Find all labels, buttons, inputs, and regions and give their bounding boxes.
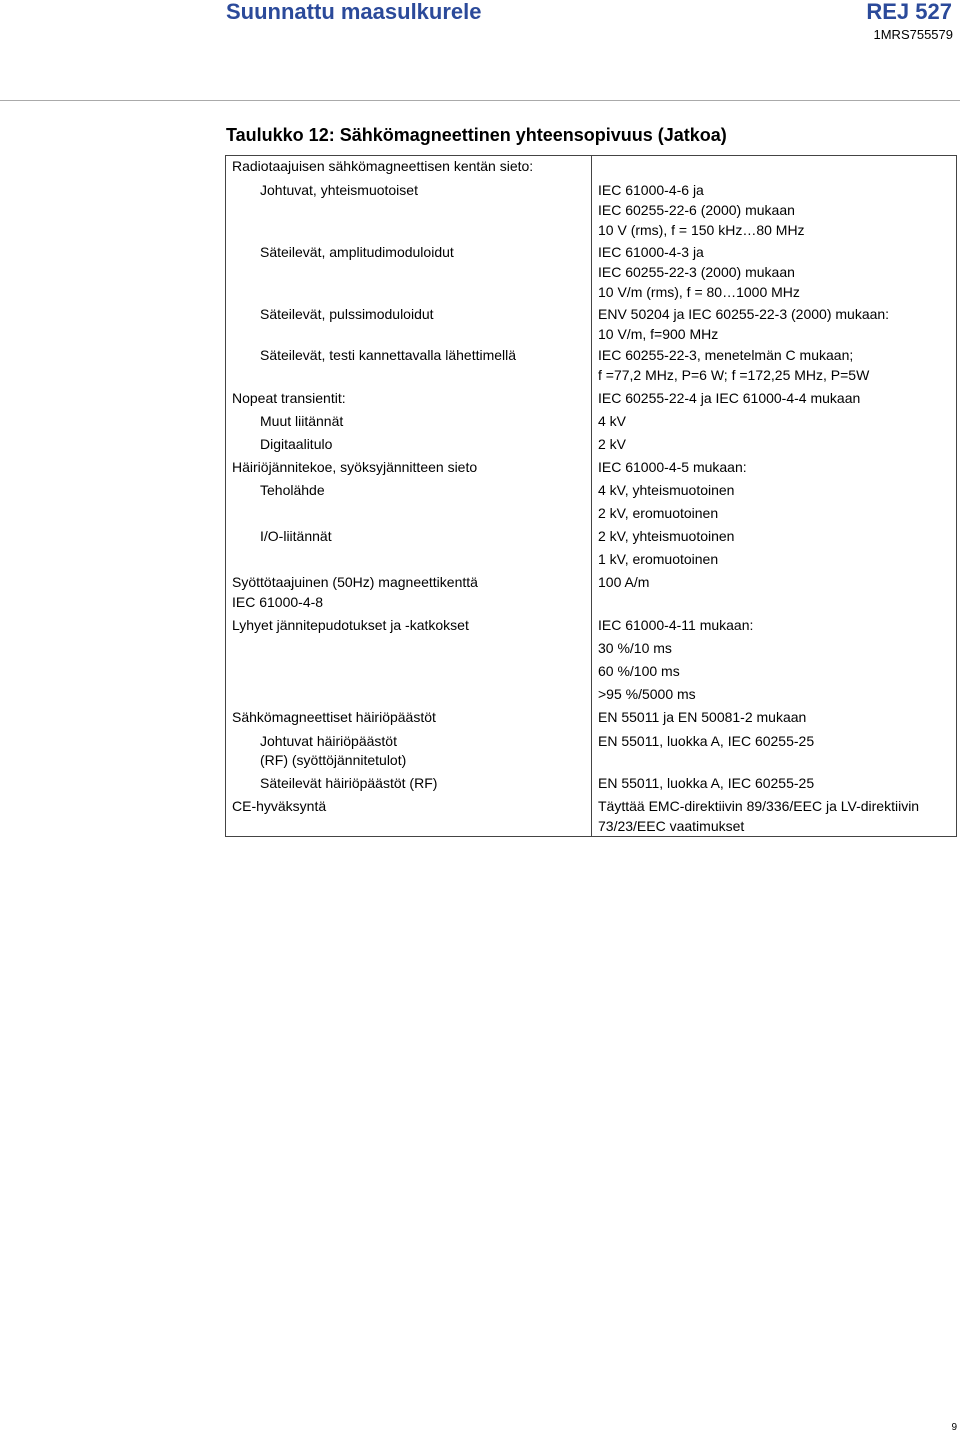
- left-cell: Säteilevät häiriöpäästöt (RF): [260, 775, 438, 791]
- right-cell: 10 V (rms), f = 150 kHz…80 MHz: [598, 222, 805, 238]
- right-cell: 2 kV, yhteismuotoinen: [598, 528, 735, 544]
- left-cell: CE-hyväksyntä: [232, 798, 327, 814]
- right-cell: IEC 60255-22-3 (2000) mukaan: [598, 264, 795, 280]
- left-cell: (RF) (syöttöjännitetulot): [260, 752, 407, 768]
- emc-table: [225, 155, 957, 837]
- left-cell: Nopeat transientit:: [232, 390, 346, 406]
- section-title: Suunnattu maasulkurele: [226, 0, 482, 24]
- table-caption: Taulukko 12: Sähkömagneettinen yhteensopivuus (Jatkoa): [226, 125, 727, 145]
- document-id: 1MRS755579: [873, 27, 953, 42]
- right-cell: IEC 61000-4-3 ja: [598, 244, 704, 260]
- right-cell: Täyttää EMC-direktiivin 89/336/EEC ja LV-direktiivin: [598, 798, 920, 814]
- right-cell: 4 kV: [598, 413, 627, 429]
- right-cell: >95 %/5000 ms: [598, 686, 696, 702]
- left-cell: Säteilevät, amplitudimoduloidut: [260, 244, 454, 260]
- product-name: REJ 527: [866, 0, 952, 24]
- left-cell: Lyhyet jännitepudotukset ja -katkokset: [232, 617, 469, 633]
- left-cell: Radiotaajuisen sähkömagneettisen kentän sieto:: [232, 158, 534, 174]
- left-cell: IEC 61000-4-8: [232, 594, 324, 610]
- right-cell: 2 kV: [598, 436, 627, 452]
- left-cell: Säteilevät, testi kannettavalla lähettimellä: [260, 347, 517, 363]
- left-cell: I/O-liitännät: [260, 528, 332, 544]
- left-cell: Johtuvat häiriöpäästöt: [260, 733, 397, 749]
- left-cell: Syöttötaajuinen (50Hz) magneettikenttä: [232, 574, 478, 590]
- right-cell: ENV 50204 ja IEC 60255-22-3 (2000) mukaan:: [598, 306, 890, 322]
- right-cell: 1 kV, eromuotoinen: [598, 551, 719, 567]
- right-cell: IEC 60255-22-4 ja IEC 61000-4-4 mukaan: [598, 390, 861, 406]
- left-cell: Digitaalitulo: [260, 436, 333, 452]
- right-cell: 60 %/100 ms: [598, 663, 680, 679]
- header-divider: [0, 100, 960, 101]
- right-cell: 4 kV, yhteismuotoinen: [598, 482, 735, 498]
- right-cell: 10 V/m (rms), f = 80…1000 MHz: [598, 284, 800, 300]
- left-cell: Häiriöjännitekoe, syöksyjännitteen sieto: [232, 459, 478, 475]
- left-cell: Säteilevät, pulssimoduloidut: [260, 306, 434, 322]
- left-cell: Muut liitännät: [260, 413, 344, 429]
- right-cell: EN 55011 ja EN 50081-2 mukaan: [598, 709, 807, 725]
- right-cell: f =77,2 MHz, P=6 W; f =172,25 MHz, P=5W: [598, 367, 870, 383]
- right-cell: 2 kV, eromuotoinen: [598, 505, 719, 521]
- right-cell: 10 V/m, f=900 MHz: [598, 326, 719, 342]
- column-divider: [591, 156, 592, 836]
- right-cell: IEC 61000-4-5 mukaan:: [598, 459, 747, 475]
- right-cell: 73/23/EEC vaatimukset: [598, 818, 745, 834]
- right-cell: IEC 61000-4-6 ja: [598, 182, 704, 198]
- right-cell: 100 A/m: [598, 574, 650, 590]
- left-cell: Johtuvat, yhteismuotoiset: [260, 182, 418, 198]
- right-cell: IEC 61000-4-11 mukaan:: [598, 617, 754, 633]
- left-cell: Teholähde: [260, 482, 325, 498]
- right-cell: IEC 60255-22-6 (2000) mukaan: [598, 202, 795, 218]
- left-cell: Sähkömagneettiset häiriöpäästöt: [232, 709, 436, 725]
- page-number: 9: [951, 1422, 957, 1433]
- right-cell: EN 55011, luokka A, IEC 60255-25: [598, 775, 815, 791]
- right-cell: IEC 60255-22-3, menetelmän C mukaan;: [598, 347, 854, 363]
- right-cell: 30 %/10 ms: [598, 640, 672, 656]
- right-cell: EN 55011, luokka A, IEC 60255-25: [598, 733, 815, 749]
